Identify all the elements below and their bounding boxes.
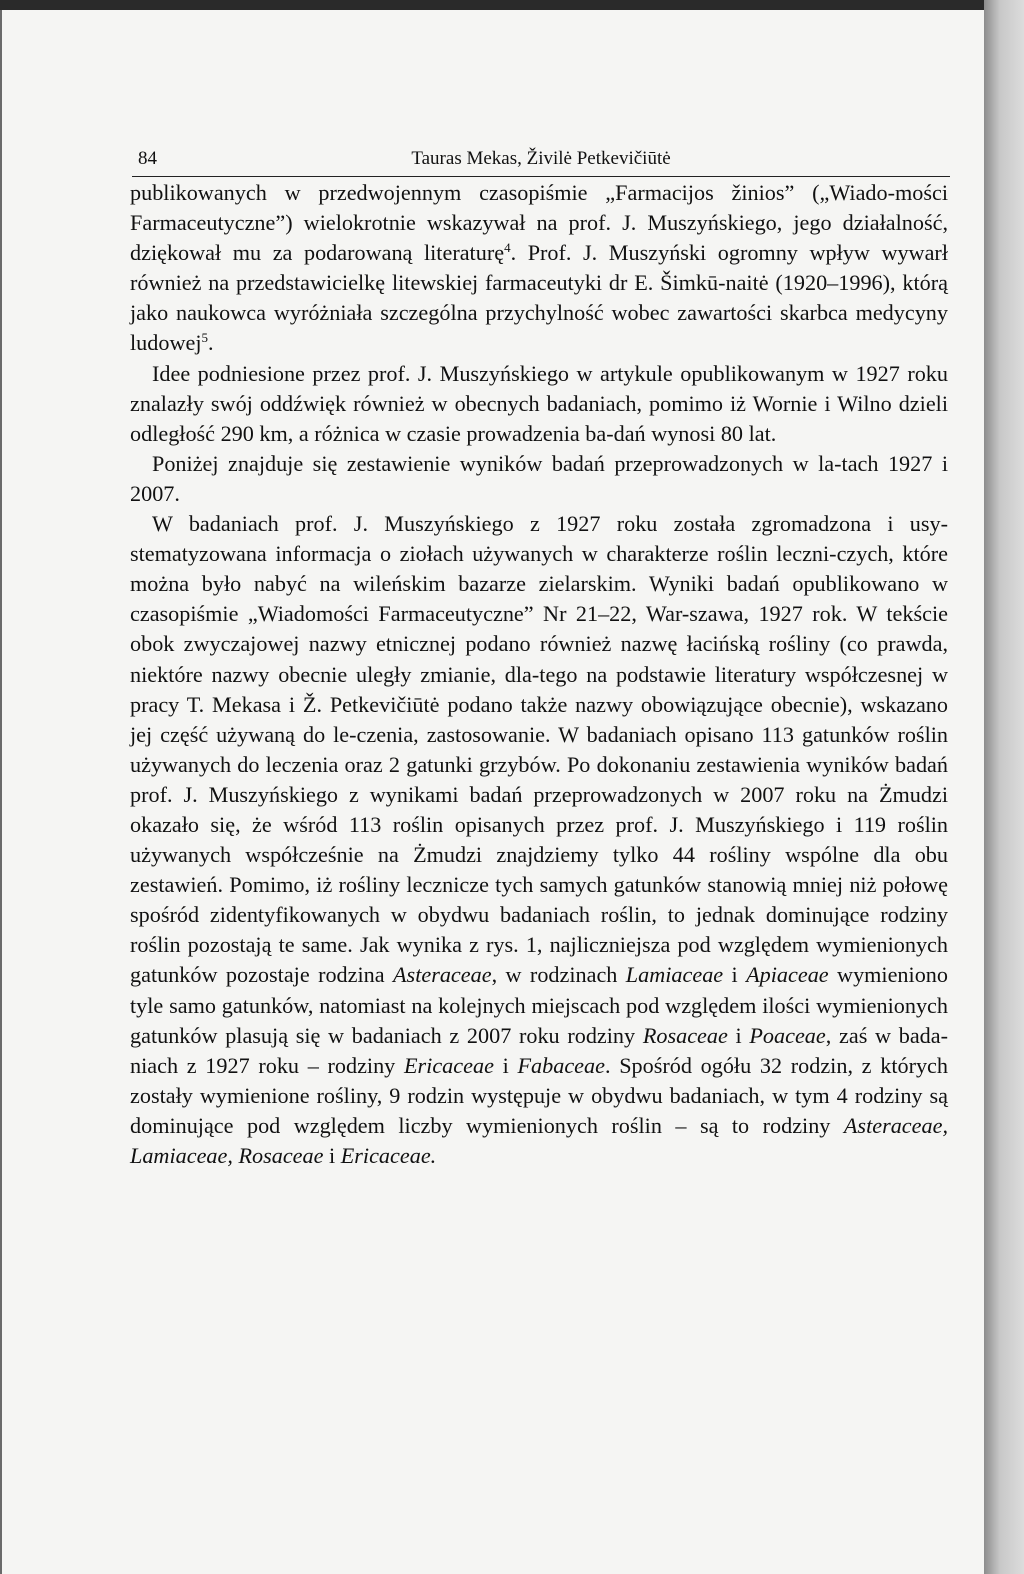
latin-name: Poaceae [749, 1022, 826, 1048]
latin-name: Rosaceae [642, 1022, 728, 1048]
latin-name: Ericaceae. [340, 1143, 437, 1168]
paragraph-2: Idee podniesione przez prof. J. Muszyńskiego w artykule opublikowanym w 1927 roku znalazły swój oddźwięk również w obecnych badaniach, pomimo iż Wornie i Wilno dzieli odległość 290 km, a różnica w czasie prowadzenia ba-dań wynosi 80 lat. [130, 360, 948, 446]
latin-name: Ericaceae [403, 1052, 494, 1078]
text-run: i [723, 962, 747, 988]
text-run: wymieniono tyle samo gatunków, natomiast na kolejnych miejscach pod względem ilości wymienionych gatunków plasują się w badaniach z 2007 roku rodziny [130, 962, 948, 1048]
text-run: . Prof. J. Muszyński ogromny wpływ wywarł również na przedstawicielkę litewskiej farmaceutyki dr E. Šimkū-naitė (1920–1996), którą jako naukowca wyróżniała szczególna przychylność wobec zawartości skarbca medycyny ludowej [130, 240, 948, 356]
page-header [132, 140, 950, 177]
scan-right-edge [984, 0, 1024, 1574]
body-text [130, 178, 948, 1171]
paragraph-4 [130, 509, 948, 1171]
footnote-ref-5: 5 [201, 330, 208, 346]
text-run: . Spośród ogółu 32 rodzin, z których zostały wymienione rośliny, 9 rodzin występuje w obydwu badaniach, w tym 4 rodziny są dominujące pod względem liczby wymienionych roślin – są to rodziny [130, 1052, 948, 1138]
running-title: Tauras Mekas, Živilė Petkevičiūtė [411, 148, 671, 169]
latin-name: Asteraceae, Lamiaceae, Rosaceae [130, 1112, 948, 1168]
text-run: publikowanych w przedwojennym czasopiśmie „Farmacijos žinios” („Wiado-mości Farmaceutyczne”) wielokrotnie wskazywał na prof. J. Muszyńskiego, jego działalność, dziękował mu za podarowaną literaturę [130, 180, 948, 266]
paragraph-1 [130, 178, 948, 359]
text-run: i [727, 1022, 750, 1048]
latin-name: Asteraceae [393, 962, 492, 988]
text-run: . [207, 330, 214, 356]
text-run: , zaś w bada-niach z 1927 roku – rodziny [130, 1022, 948, 1078]
footnote-ref-4: 4 [504, 240, 511, 256]
scan-top-edge [0, 0, 984, 10]
latin-name: Lamiaceae [625, 962, 724, 988]
text-run: W badaniach prof. J. Muszyńskiego z 1927 roku została zgromadzona i usy-stematyzowana informacja o ziołach używanych w charakterze roślin leczni-czych, które można było nabyć na wileńskim bazarze zielarskim. Wyniki badań opublikowano w czasopiśmie „Wiadomości Farmaceutyczne” Nr 21–22, War-szawa, 1927 rok. W tekście obok zwyczajowej nazwy etnicznej podano również nazwę łacińską rośliny (co prawda, niektóre nazwy obecnie uległy zmianie, dla-tego na podstawie literatury współczesnej w pracy T. Mekasa i Ž. Petkevičiūtė podano także nazwy obowiązujące obecnie), wskazano jej część używaną do le-czenia, zastosowanie. W badaniach opisano 113 gatunków roślin używanych do leczenia oraz 2 gatunki grzybów. Po dokonaniu zestawienia wyników badań prof. J. Muszyńskiego z wynikami badań przeprowadzonych w 2007 roku na Żmudzi okazało się, że wśród 113 roślin opisanych przez prof. J. Muszyńskiego i 119 roślin używanych współcześnie na Żmudzi znajdziemy tylko 44 rośliny wspólne dla obu zestawień. Pomimo, iż rośliny lecznicze tych samych gatunków stanowią mniej niż połowę spośród zidentyfikowanych w obydwu badaniach roślin, to jednak dominujące rodziny roślin pozostają te same. Jak wynika z rys. 1, najliczniejsza pod względem wymienionych gatunków pozostaje rodzina [130, 511, 948, 988]
latin-name: Fabaceae [517, 1052, 605, 1078]
text-run: , w rodzinach [491, 962, 626, 988]
text-run: i [493, 1052, 518, 1078]
latin-name: Apiaceae [746, 962, 829, 988]
paragraph-3: Poniżej znajduje się zestawienie wyników badań przeprowadzonych w la-tach 1927 i 2007. [130, 450, 948, 506]
text-run: i [323, 1143, 341, 1168]
page-number: 84 [138, 148, 157, 169]
